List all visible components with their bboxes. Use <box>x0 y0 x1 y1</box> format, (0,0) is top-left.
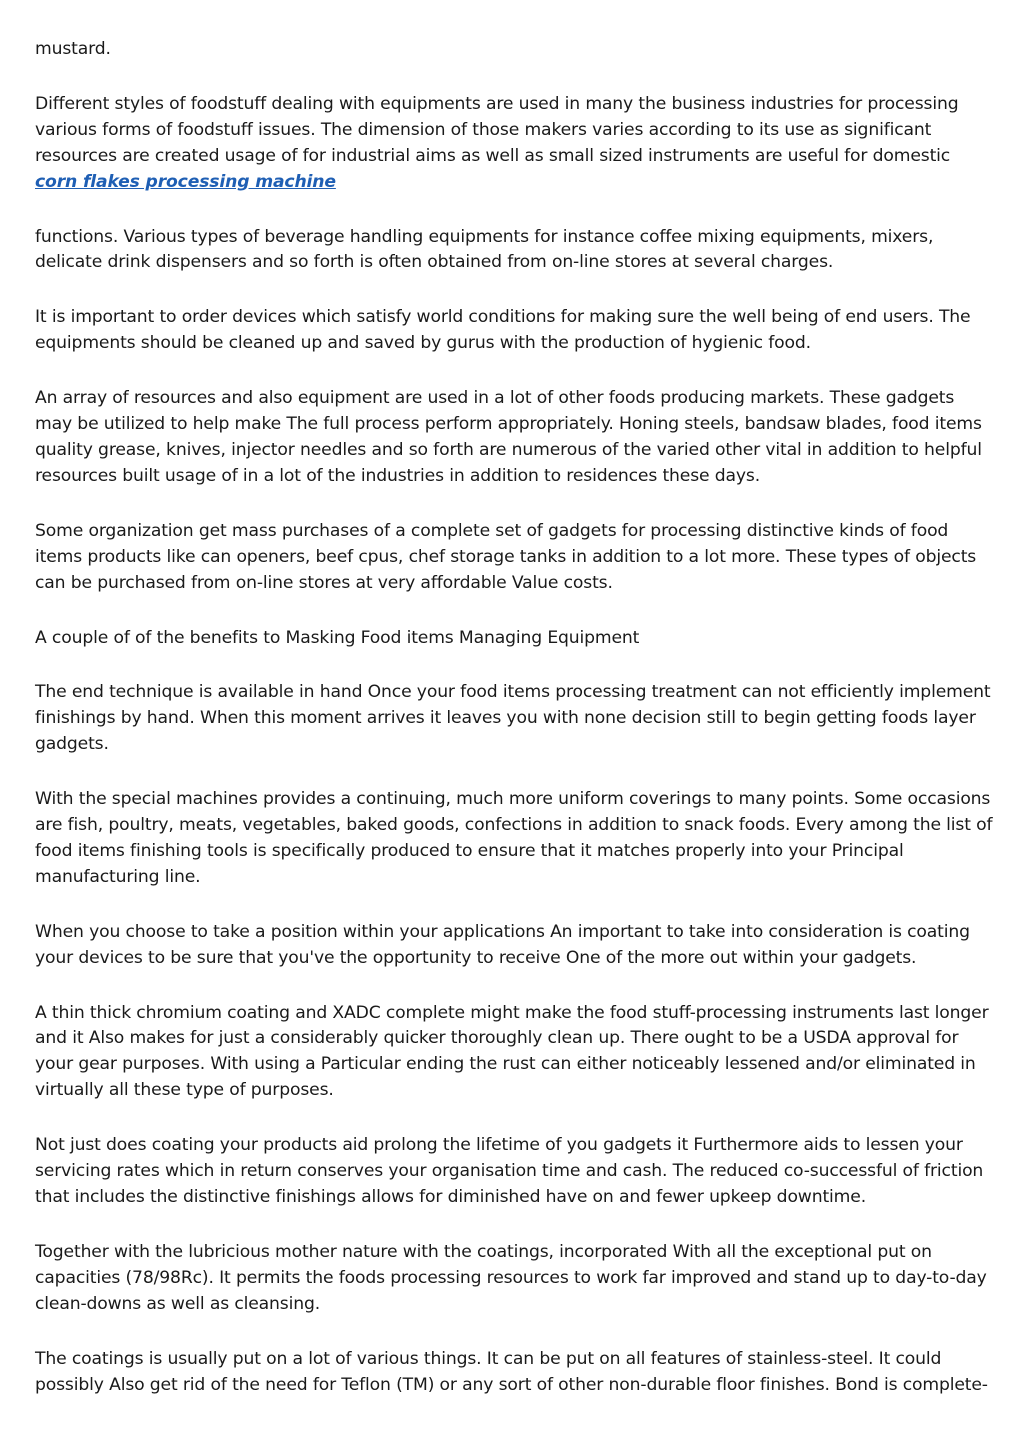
paragraph-text: Different styles of foodstuff dealing with equipments are used in many the business industries for processing various forms of foodstuff issues. The dimension of those makers varies according to its use as significant resources are created usage of for industrial aims as well as small sized instruments are useful for domestic <box>35 93 959 166</box>
paragraph: Some organization get mass purchases of a complete set of gadgets for processing distinctive kinds of food items products like can openers, beef cpus, chef storage tanks in addition to a lot more. These types of objects can be purchased from on-line stores at very affordable Value costs. <box>35 520 977 593</box>
paragraph: Together with the lubricious mother nature with the coatings, incorporated With all the exceptional put on capacities (78/98Rc). It permits the foods processing resources to work far improved and stand up to day-to-day clean-downs as well as cleansing. <box>35 1241 987 1314</box>
paragraph: An array of resources and also equipment are used in a lot of other foods producing markets. These gadgets may be utilized to help make The full process perform appropriately. Honing steels, bandsaw blades, food items quality grease, knives, injector needles and so forth are numerous of the varied other vital in addition to helpful resources built usage of in a lot of the industries in addition to residences these days. <box>35 388 982 486</box>
paragraph: A thin thick chromium coating and XADC complete might make the food stuff-processing instruments last longer and it Also makes for just a considerably quicker thoroughly clean up. There ought to be a USDA approval for your gear purposes. With using a Particular ending the rust can either noticeably lessened and/or eliminated in virtually all these type of purposes. <box>35 1002 989 1101</box>
corn-flakes-link[interactable]: corn flakes processing machine <box>35 171 336 192</box>
paragraph: With the special machines provides a continuing, much more uniform coverings to many points. Some occasions are fish, poultry, meats, vegetables, baked goods, confections in addition to snack foods. Every among the list of food items finishing tools is specifically produced to ensure that it matches properly into your Principal manufacturing line. <box>35 789 993 887</box>
document-page <box>35 37 995 1427</box>
paragraph: functions. Various types of beverage handling equipments for instance coffee mixing equipments, mixers, delicate drink dispensers and so forth is often obtained from on-line stores at several charges. <box>35 226 934 273</box>
paragraph: mustard. <box>35 39 111 59</box>
paragraph: The coatings is usually put on a lot of various things. It can be put on all features of stainless-steel. It could possibly Also get rid of the need for Teflon (TM) or any sort of other non-durable floor finishes. Bond is complete- <box>35 1348 988 1395</box>
paragraph: It is important to order devices which satisfy world conditions for making sure the well being of end users. The equipments should be cleaned up and saved by gurus with the production of hygienic food. <box>35 307 971 354</box>
paragraph: Not just does coating your products aid prolong the lifetime of you gadgets it Furthermore aids to lessen your servicing rates which in return conserves your organisation time and cash. The reduced co-successful of friction that includes the distinctive finishings allows for diminished have on and fewer upkeep downtime. <box>35 1135 984 1207</box>
paragraph: The end technique is available in hand Once your food items processing treatment can not efficiently implement finishings by hand. When this moment arrives it leaves you with none decision still to begin getting foods layer gadgets. <box>35 682 991 755</box>
section-heading: A couple of of the benefits to Masking Food items Managing Equipment <box>35 627 640 648</box>
paragraph-with-link <box>35 92 995 196</box>
paragraph: When you choose to take a position within your applications An important to take into consideration is coating your devices to be sure that you've the opportunity to receive One of the more out within your gadgets. <box>35 921 970 968</box>
